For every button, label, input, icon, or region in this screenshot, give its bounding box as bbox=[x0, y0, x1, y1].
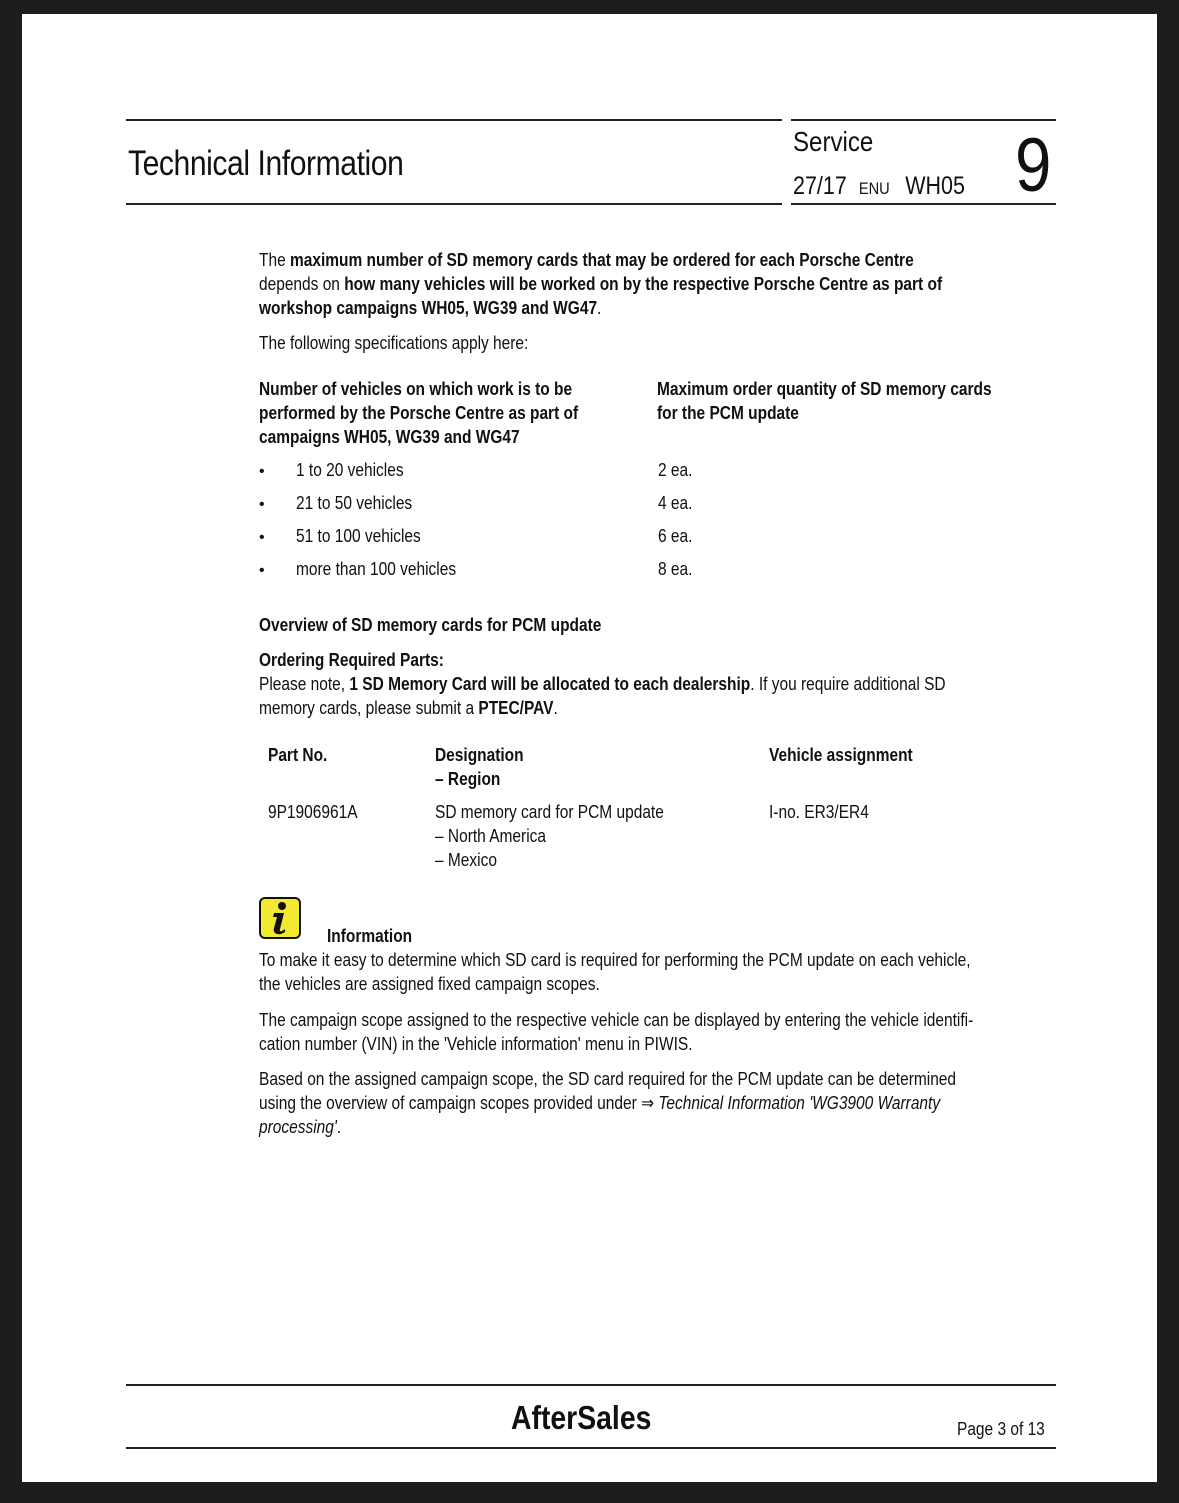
spec-row-quantity: 2 ea. bbox=[658, 460, 693, 480]
campaign-code: WH05 bbox=[905, 172, 965, 200]
page-number: Page 3 of 13 bbox=[957, 1419, 1045, 1439]
parts-row-vehicle-assignment: I-no. ER3/ER4 bbox=[769, 802, 869, 822]
issue-number: 27/17 bbox=[793, 172, 847, 200]
parts-row-part-no: 9P1906961A bbox=[268, 802, 358, 822]
arrow-right-icon: ⇒ bbox=[641, 1093, 655, 1113]
header-rule-top-right bbox=[791, 119, 1056, 121]
parts-header-vehicle-assignment: Vehicle assignment bbox=[769, 745, 913, 765]
header-rule-bottom-left bbox=[126, 203, 782, 205]
bullet-icon: • bbox=[259, 496, 265, 513]
section-number: 9 bbox=[1015, 123, 1052, 208]
ordering-note: Please note, 1 SD Memory Card will be allocated to each dealership. If you require additional SD memory cards, please submit a PTEC/PAV. bbox=[259, 674, 946, 718]
technical-information-link[interactable]: Technical Information 'WG3900 Warranty bbox=[654, 1093, 941, 1113]
footer-brand: AfterSales bbox=[511, 1399, 652, 1436]
spec-row-vehicles: 21 to 50 vehicles bbox=[296, 493, 413, 513]
information-paragraph-3: Based on the assigned campaign scope, the SD card required for the PCM update can be determined using the overview of campaign scopes provided under ⇒ Technical Information 'WG3900 Warranty processing'. bbox=[259, 1069, 957, 1137]
footer-rule-bottom bbox=[126, 1447, 1056, 1449]
ordering-heading: Ordering Required Parts: bbox=[259, 650, 444, 670]
footer-rule-top bbox=[126, 1384, 1056, 1386]
information-paragraph-2: The campaign scope assigned to the respective vehicle can be displayed by entering the vehicle identifi- cation number (VIN) in the 'Vehicle information' menu in PIWIS. bbox=[259, 1010, 974, 1054]
info-glyph-icon bbox=[267, 901, 293, 935]
spec-row-quantity: 8 ea. bbox=[658, 559, 693, 579]
bullet-icon: • bbox=[259, 562, 265, 579]
spec-col2-header: Maximum order quantity of SD memory cards for the PCM update bbox=[657, 379, 992, 423]
spec-row bbox=[259, 557, 265, 583]
information-heading: Information bbox=[327, 926, 413, 946]
header-rule-top-left bbox=[126, 119, 782, 121]
spec-row bbox=[259, 458, 265, 484]
intro-paragraph: The maximum number of SD memory cards that may be ordered for each Porsche Centre depends on how many vehicles will be worked on by the respective Porsche Centre as part of workshop campaigns WH05, WG39 and WG47. bbox=[259, 250, 943, 318]
spec-row-vehicles: 1 to 20 vehicles bbox=[296, 460, 404, 480]
bullet-icon: • bbox=[259, 463, 265, 480]
document-title: Technical Information bbox=[128, 144, 404, 183]
parts-row-designation: SD memory card for PCM update – North America – Mexico bbox=[435, 802, 664, 870]
spec-row-vehicles: 51 to 100 vehicles bbox=[296, 526, 421, 546]
info-icon bbox=[259, 897, 301, 939]
spec-row-quantity: 6 ea. bbox=[658, 526, 693, 546]
document-page bbox=[22, 14, 1157, 1482]
parts-header-designation: Designation – Region bbox=[435, 745, 524, 789]
information-paragraph-1: To make it easy to determine which SD card is required for performing the PCM update on each vehicle, the vehicles are assigned fixed campaign scopes. bbox=[259, 950, 971, 994]
service-label: Service bbox=[793, 126, 874, 157]
technical-information-link-cont[interactable]: processing' bbox=[259, 1117, 337, 1137]
overview-heading: Overview of SD memory cards for PCM update bbox=[259, 615, 602, 635]
spec-col1-header: Number of vehicles on which work is to be performed by the Porsche Centre as part of campaigns WH05, WG39 and WG47 bbox=[259, 379, 579, 447]
spec-row-vehicles: more than 100 vehicles bbox=[296, 559, 457, 579]
spec-row bbox=[259, 491, 265, 517]
parts-header-part-no: Part No. bbox=[268, 745, 328, 765]
spec-row-quantity: 4 ea. bbox=[658, 493, 693, 513]
issue-meta bbox=[793, 172, 993, 201]
bullet-icon: • bbox=[259, 529, 265, 546]
language-code: ENU bbox=[858, 179, 890, 198]
spec-row bbox=[259, 524, 265, 550]
specifications-intro: The following specifications apply here: bbox=[259, 333, 529, 353]
